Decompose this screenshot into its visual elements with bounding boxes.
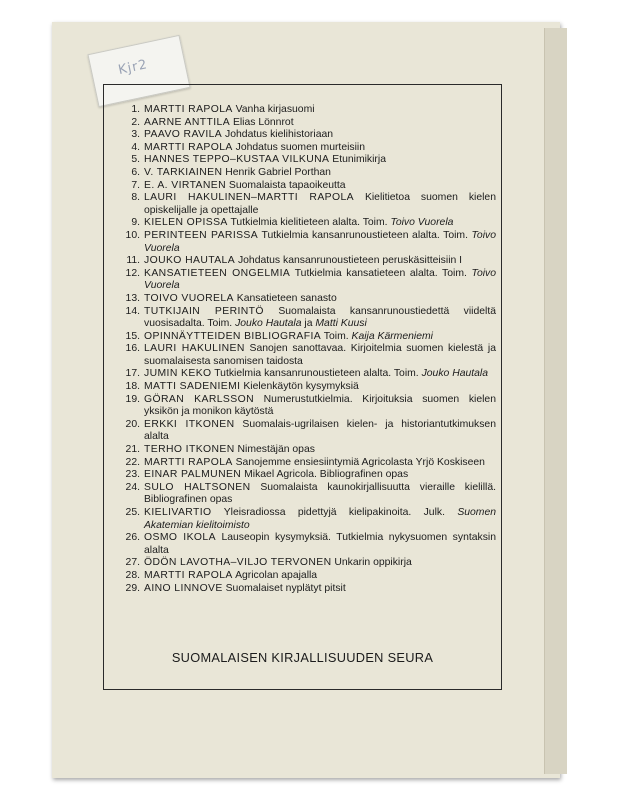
entry-number: 25.	[125, 507, 140, 518]
entry-author: V. TARKIAINEN	[144, 166, 223, 178]
entry-author: GÖRAN KARLSSON	[144, 393, 254, 405]
book-entry	[108, 583, 496, 596]
entry-author: EINAR PALMUNEN	[144, 469, 242, 481]
entry-author: SULO HALTSONEN	[144, 481, 251, 493]
entry-author: PAAVO RAVILA	[144, 129, 223, 141]
book-entry	[108, 180, 496, 193]
entry-number: 3.	[131, 129, 140, 141]
entry-author: JOUKO HAUTALA	[144, 255, 236, 267]
entry-number: 21.	[125, 444, 140, 456]
entry-title: Suomalaista tapaoikeutta	[228, 179, 346, 191]
book-entry	[108, 293, 496, 306]
entry-author: LAURI HAKULINEN	[144, 343, 245, 355]
entry-number: 10.	[125, 229, 140, 241]
book-entry	[108, 268, 496, 293]
entry-number: 22.	[125, 456, 140, 468]
entry-title: Toim.	[323, 330, 349, 342]
entry-title: Suomalais-ugrilaisen kielen- ja historiantutkimuksen alalta	[144, 418, 496, 443]
entry-editor: Suomen Akatemian kielitoimisto	[144, 507, 497, 531]
entry-number: 2.	[131, 116, 140, 128]
book-entry	[108, 469, 496, 482]
entry-title: Unkarin oppikirja	[334, 557, 412, 569]
entry-title: Suomalaiset nyplätyt pitsit	[225, 582, 346, 594]
book-entry	[108, 142, 496, 155]
entry-text	[144, 343, 496, 368]
entry-author: AARNE ANTTILA	[144, 116, 231, 128]
entry-author: HANNES TEPPO–KUSTAA VILKUNA	[144, 154, 330, 166]
book-entry	[108, 457, 496, 470]
book-spine-edge	[544, 28, 567, 774]
entry-number: 9.	[131, 217, 140, 229]
entry-author: MARTTI RAPOLA	[144, 456, 233, 468]
entry-text	[144, 154, 496, 167]
entry-number: 13.	[125, 292, 140, 304]
entry-title: Etunimikirja	[332, 154, 386, 166]
entry-editor: Jouko Hautala	[235, 318, 302, 330]
book-entry	[108, 154, 496, 167]
entry-author: TUTKIJAIN PERINTÖ	[144, 305, 264, 317]
entry-author: OSMO IKOLA	[144, 532, 216, 544]
entry-text	[144, 570, 496, 583]
book-entry	[108, 331, 496, 344]
entry-title: Numerustutkielmia. Kirjoituksia suomen kielen yksikön ja monikon käytöstä	[144, 393, 496, 418]
entry-number: 16.	[125, 343, 140, 355]
entry-number: 11.	[126, 255, 140, 267]
entry-text	[144, 129, 496, 142]
entry-text	[144, 104, 496, 117]
entry-text	[144, 394, 496, 419]
entry-author: ÖDÖN LAVOTHA–VILJO TERVONEN	[144, 557, 332, 569]
entry-text	[144, 507, 496, 532]
entry-number: 19.	[125, 393, 140, 405]
entry-text	[144, 482, 496, 507]
entry-title: Kielenkäytön kysymyksiä	[243, 381, 359, 393]
book-entry	[108, 419, 496, 444]
entry-text	[144, 331, 496, 344]
entry-number: 24.	[125, 481, 140, 493]
entry-title: Elias Lönnrot	[232, 116, 294, 128]
entry-title: Henrik Gabriel Porthan	[225, 166, 331, 178]
entry-author: MATTI SADENIEMI	[144, 381, 241, 393]
book-entry	[108, 167, 496, 180]
publisher-name: SUOMALAISEN KIRJALLISUUDEN SEURA	[171, 650, 434, 665]
entry-number: 27.	[125, 557, 140, 569]
entry-title: Vanha kirjasuomi	[235, 104, 315, 115]
entry-text	[144, 381, 496, 394]
entry-number: 7.	[131, 179, 140, 191]
entry-author: TOIVO VUORELA	[144, 292, 234, 304]
book-entry	[108, 217, 496, 230]
entry-text	[144, 217, 496, 230]
entry-text	[144, 419, 496, 444]
entry-author: TERHO ITKONEN	[144, 444, 235, 456]
book-entry	[108, 507, 496, 532]
entry-title: Tutkielmia kansatieteen alalta. Toim.	[294, 267, 467, 279]
entry-author: LAURI HAKULINEN–MARTTI RAPOLA	[144, 192, 354, 204]
book-entry	[108, 557, 496, 570]
book-entry	[108, 343, 496, 368]
entry-title: Agricolan apajalla	[235, 569, 318, 581]
book-entry	[108, 230, 496, 255]
entry-title: Suomalaista kansanrunoustiedettä viideltä vuosisadalta. Toim.	[144, 305, 497, 330]
book-series-list	[108, 104, 496, 595]
entry-editor: Toivo Vuorela	[144, 229, 496, 254]
entry-text	[144, 368, 496, 381]
entry-editor: Toivo Vuorela	[390, 217, 454, 229]
entry-number: 20.	[125, 418, 140, 430]
entry-number: 8.	[131, 192, 140, 204]
entry-title: Tutkielmia kielitieteen alalta. Toim.	[230, 217, 388, 229]
entry-number: 28.	[125, 569, 140, 581]
entry-number: 23.	[125, 469, 140, 481]
entry-author: MARTTI RAPOLA	[144, 141, 233, 153]
entry-title: Tutkielmia kansanrunoustieteen alalta. Toim.	[214, 368, 419, 380]
entry-author: JUMIN KEKO	[144, 368, 212, 380]
entry-conjunction: ja	[304, 318, 313, 330]
entry-editor-2: Matti Kuusi	[315, 318, 367, 330]
entry-title: Kansatieteen sanasto	[236, 292, 337, 304]
entry-author: KANSATIETEEN ONGELMIA	[144, 267, 291, 279]
entry-author: KIELEN OPISSA	[144, 217, 228, 229]
entry-number: 26.	[125, 532, 140, 544]
entry-text	[144, 167, 496, 180]
entry-author: AINO LINNOVE	[144, 582, 223, 594]
entry-number: 18.	[125, 381, 140, 393]
entry-text	[144, 532, 496, 557]
entry-title: Suomalaista kaunokirjallisuutta vieraille kielillä. Bibliografinen opas	[144, 481, 496, 506]
entry-author: MARTTI RAPOLA	[144, 104, 233, 115]
entry-text	[144, 230, 496, 255]
entry-editor: Kaija Kärmeniemi	[351, 330, 433, 342]
entry-number: 4.	[131, 141, 140, 153]
book-entry	[108, 381, 496, 394]
entry-number: 5.	[131, 154, 140, 166]
entry-number: 14.	[125, 305, 140, 317]
entry-title: Johdatus kansanrunoustieteen peruskäsitteisiin I	[237, 255, 463, 267]
entry-text	[144, 255, 496, 268]
entry-author: KIELIVARTIO	[144, 507, 212, 518]
entry-text	[144, 268, 496, 293]
entry-title: Sanojen sanottavaa. Kirjoitelmia suomen kielestä ja suomalaisesta sanomisen taidosta	[144, 343, 497, 367]
book-entry	[108, 482, 496, 507]
book-entry	[108, 532, 496, 557]
book-entry	[108, 570, 496, 583]
entry-author: ERKKI ITKONEN	[144, 418, 235, 430]
entry-text	[144, 557, 496, 570]
entry-number: 12.	[125, 267, 140, 279]
book-entry	[108, 394, 496, 419]
entry-author: PERINTEEN PARISSA	[144, 229, 259, 241]
entry-title: Lauseopin kysymyksiä. Tutkielmia nykysuomen syntaksin alalta	[144, 532, 496, 556]
entry-number: 6.	[131, 166, 140, 178]
entry-title: Kielitietoa suomen kielen opiskelijalle ja opettajalle	[144, 192, 496, 216]
book-entry	[108, 192, 496, 217]
entry-number: 1.	[131, 104, 140, 115]
entry-author: E. A. VIRTANEN	[144, 179, 227, 191]
sticker-scribble: Kjr2	[116, 57, 150, 79]
entry-author: OPINNÄYTTEIDEN BIBLIOGRAFIA	[144, 330, 322, 342]
entry-text	[144, 180, 496, 193]
entry-title: Johdatus kielihistoriaan	[225, 129, 334, 141]
entry-number: 29.	[125, 582, 140, 594]
book-entry	[108, 129, 496, 142]
entry-number: 15.	[125, 330, 140, 342]
entry-title: Mikael Agricola. Bibliografinen opas	[244, 469, 409, 481]
entry-title: Nimestäjän opas	[237, 444, 315, 456]
entry-text	[144, 142, 496, 155]
entry-text	[144, 583, 496, 596]
book-entry	[108, 104, 496, 117]
entry-editor: Toivo Vuorela	[144, 267, 497, 292]
book-entry	[108, 255, 496, 268]
entry-text	[144, 457, 496, 470]
book-entry	[108, 368, 496, 381]
book-entry	[108, 117, 496, 130]
entry-text	[144, 117, 496, 130]
entry-author: MARTTI RAPOLA	[144, 569, 233, 581]
entry-title: Tutkielmia kansanrunoustieteen alalta. Toim.	[261, 229, 468, 241]
entry-text	[144, 192, 496, 217]
entry-text	[144, 293, 496, 306]
entry-text	[144, 306, 496, 331]
entry-editor: Jouko Hautala	[421, 368, 489, 380]
book-entry	[108, 444, 496, 457]
entry-title: Yleisradiossa pidettyjä kielipakinoita. Julk.	[223, 507, 445, 518]
entry-text	[144, 444, 496, 457]
entry-number: 17.	[125, 368, 140, 380]
entry-title: Johdatus suomen murteisiin	[235, 141, 365, 153]
book-entry	[108, 306, 496, 331]
entry-title: Sanojemme ensiesiintymiä Agricolasta Yrjö Koskiseen	[235, 456, 485, 468]
entry-text	[144, 469, 496, 482]
